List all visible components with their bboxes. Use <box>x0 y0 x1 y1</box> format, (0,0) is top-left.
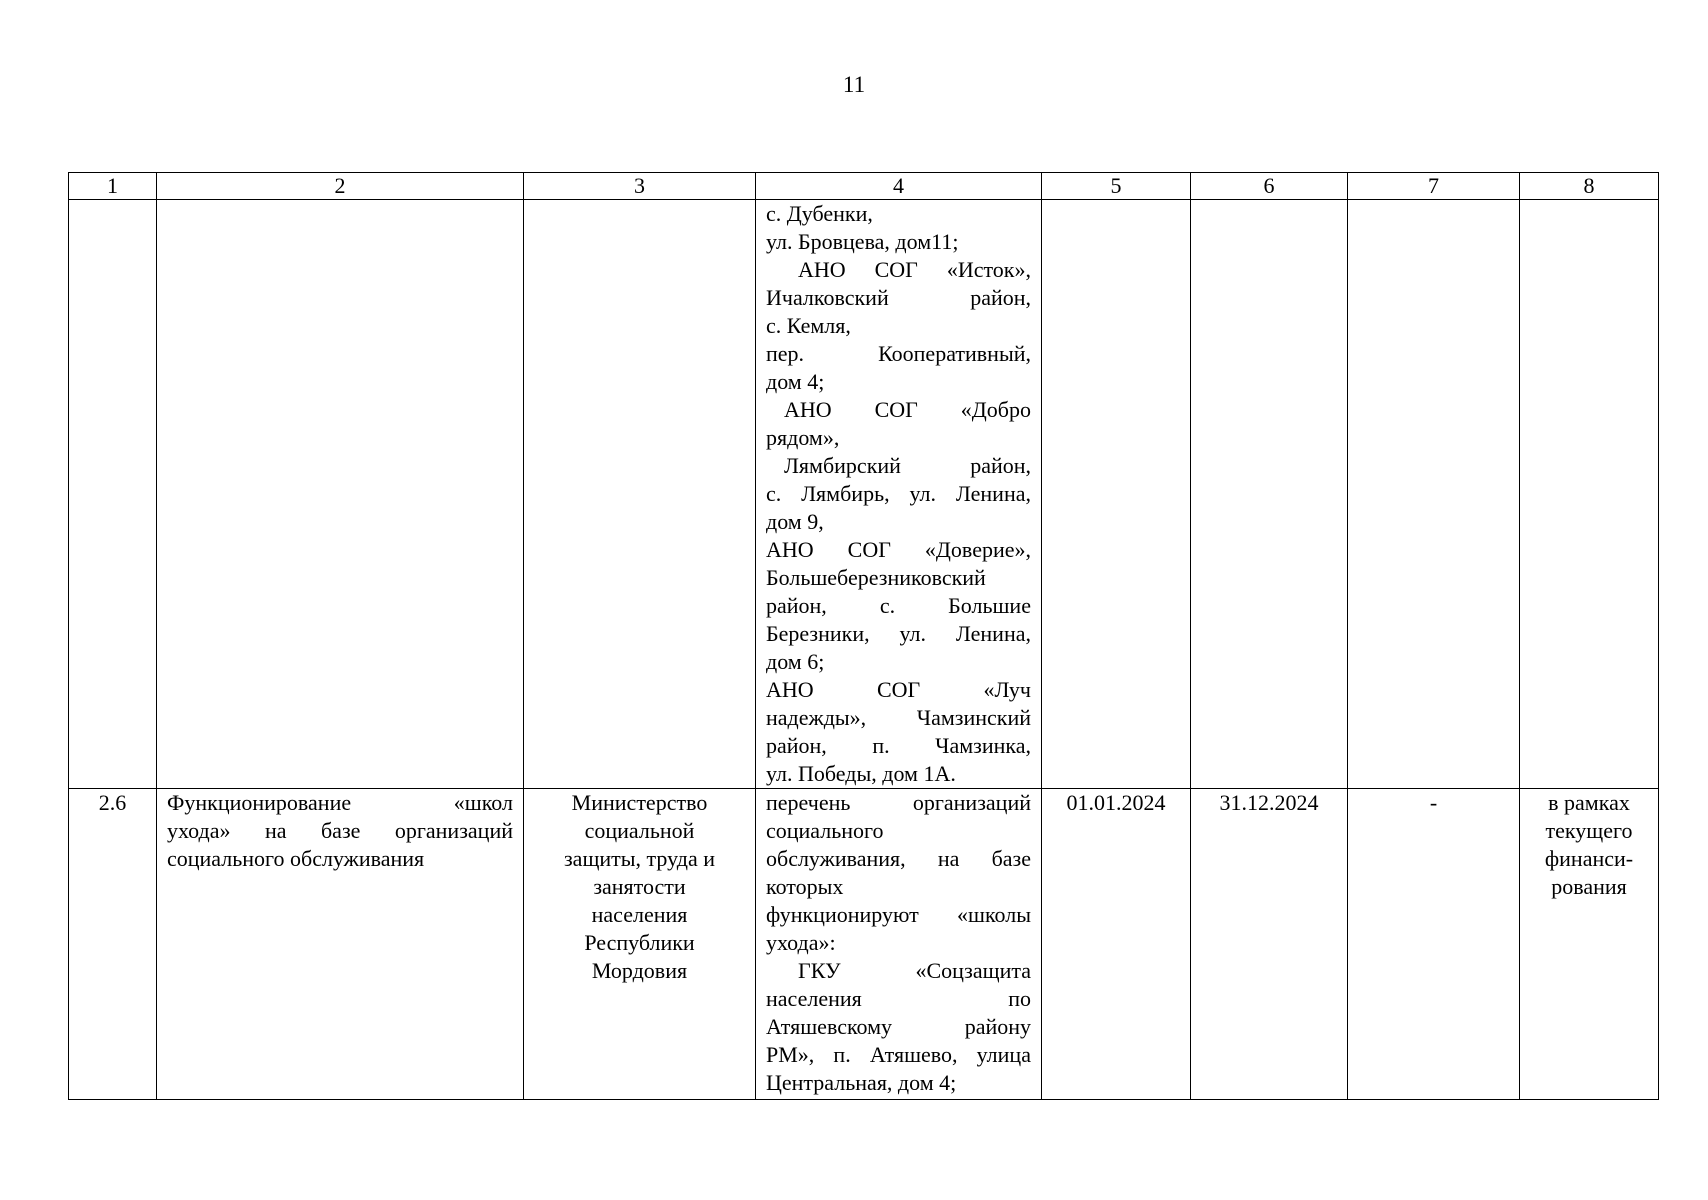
organizations-list-cell <box>756 200 1042 789</box>
header-cell: 7 <box>1348 173 1520 200</box>
page-number: 11 <box>842 72 866 97</box>
table-cell <box>1042 200 1191 789</box>
text-line: ухода»: <box>766 930 836 955</box>
text-line: район, п. Чамзинка, <box>766 733 1031 758</box>
table-cell <box>1348 200 1520 789</box>
text-line: занятости <box>593 874 686 899</box>
header-cell: 5 <box>1042 173 1191 200</box>
text-line: социального обслуживания <box>167 846 425 871</box>
text-line: дом 6; <box>766 649 825 674</box>
item-number-cell: 2.6 <box>69 789 157 1100</box>
text-line: ул. Бровцева, дом11; <box>766 229 959 254</box>
table-cell <box>1520 200 1659 789</box>
text-line: надежды», Чамзинский <box>766 705 1031 730</box>
text-line: защиты, труда и <box>563 846 715 871</box>
start-date-cell: 01.01.2024 <box>1042 789 1191 1100</box>
text-line: населения <box>591 902 688 927</box>
text-line: перечень организаций <box>766 790 1031 815</box>
text-line: пер. Кооперативный, <box>766 341 1031 366</box>
activity-cell <box>157 789 524 1100</box>
text-line: обслуживания, на базе <box>766 846 1031 871</box>
table-row-continuation <box>69 200 1659 789</box>
text-line: в рамках <box>1548 790 1630 815</box>
table-cell <box>524 200 756 789</box>
responsible-cell <box>524 789 756 1100</box>
text-line: с. Дубенки, <box>766 201 873 226</box>
table-header-row <box>69 173 1659 200</box>
text-line: населения по <box>766 986 1031 1011</box>
text-line: район, с. Большие <box>766 593 1031 618</box>
text-line: РМ», п. Атяшево, улица <box>766 1042 1031 1067</box>
text-line: текущего <box>1545 818 1633 843</box>
header-cell: 3 <box>524 173 756 200</box>
header-cell: 1 <box>69 173 157 200</box>
text-line: Функционирование «школ <box>167 790 513 815</box>
text-line: АНО СОГ «Добро <box>784 397 1031 422</box>
text-line: с. Лямбирь, ул. Ленина, <box>766 481 1031 506</box>
header-cell: 2 <box>157 173 524 200</box>
text-line: рядом», <box>766 425 840 450</box>
table-cell <box>69 200 157 789</box>
end-date-cell: 31.12.2024 <box>1191 789 1348 1100</box>
table-cell <box>1191 200 1348 789</box>
text-line: которых <box>766 874 844 899</box>
text-line: Ичалковский район, <box>766 285 1031 310</box>
text-line: функционируют «школы <box>766 902 1031 927</box>
text-line: дом 4; <box>766 369 825 394</box>
text-line: рования <box>1551 874 1627 899</box>
text-line: Министерство <box>571 790 708 815</box>
text-line: Республики <box>584 930 695 955</box>
text-line: дом 9, <box>766 509 824 534</box>
text-line: с. Кемля, <box>766 313 851 338</box>
text-line: Центральная, дом 4; <box>766 1070 957 1095</box>
text-line: Большеберезниковский <box>766 565 986 590</box>
text-line: АНО СОГ «Исток», <box>798 257 1031 282</box>
text-line: АНО СОГ «Доверие», <box>766 537 1031 562</box>
text-line: Мордовия <box>591 958 688 983</box>
text-line: ухода» на базе организаций <box>167 818 513 843</box>
document-table <box>68 172 1659 1100</box>
text-line: АНО СОГ «Луч <box>766 677 1031 702</box>
text-line: Лямбирский район, <box>784 453 1031 478</box>
text-line: Атяшевскому району <box>766 1014 1031 1039</box>
header-cell: 6 <box>1191 173 1348 200</box>
text-line: социального <box>766 818 884 843</box>
text-line: социальной <box>584 818 695 843</box>
result-cell <box>756 789 1042 1100</box>
financing-cell <box>1520 789 1659 1100</box>
header-cell: 8 <box>1520 173 1659 200</box>
text-line: ул. Победы, дом 1А. <box>766 761 956 786</box>
table-row-2-6 <box>69 789 1659 1100</box>
col7-cell: - <box>1348 789 1520 1100</box>
text-line: финанси- <box>1544 846 1634 871</box>
text-line: ГКУ «Соцзащита <box>798 958 1031 983</box>
table-cell <box>157 200 524 789</box>
header-cell: 4 <box>756 173 1042 200</box>
text-line: Березники, ул. Ленина, <box>766 621 1031 646</box>
